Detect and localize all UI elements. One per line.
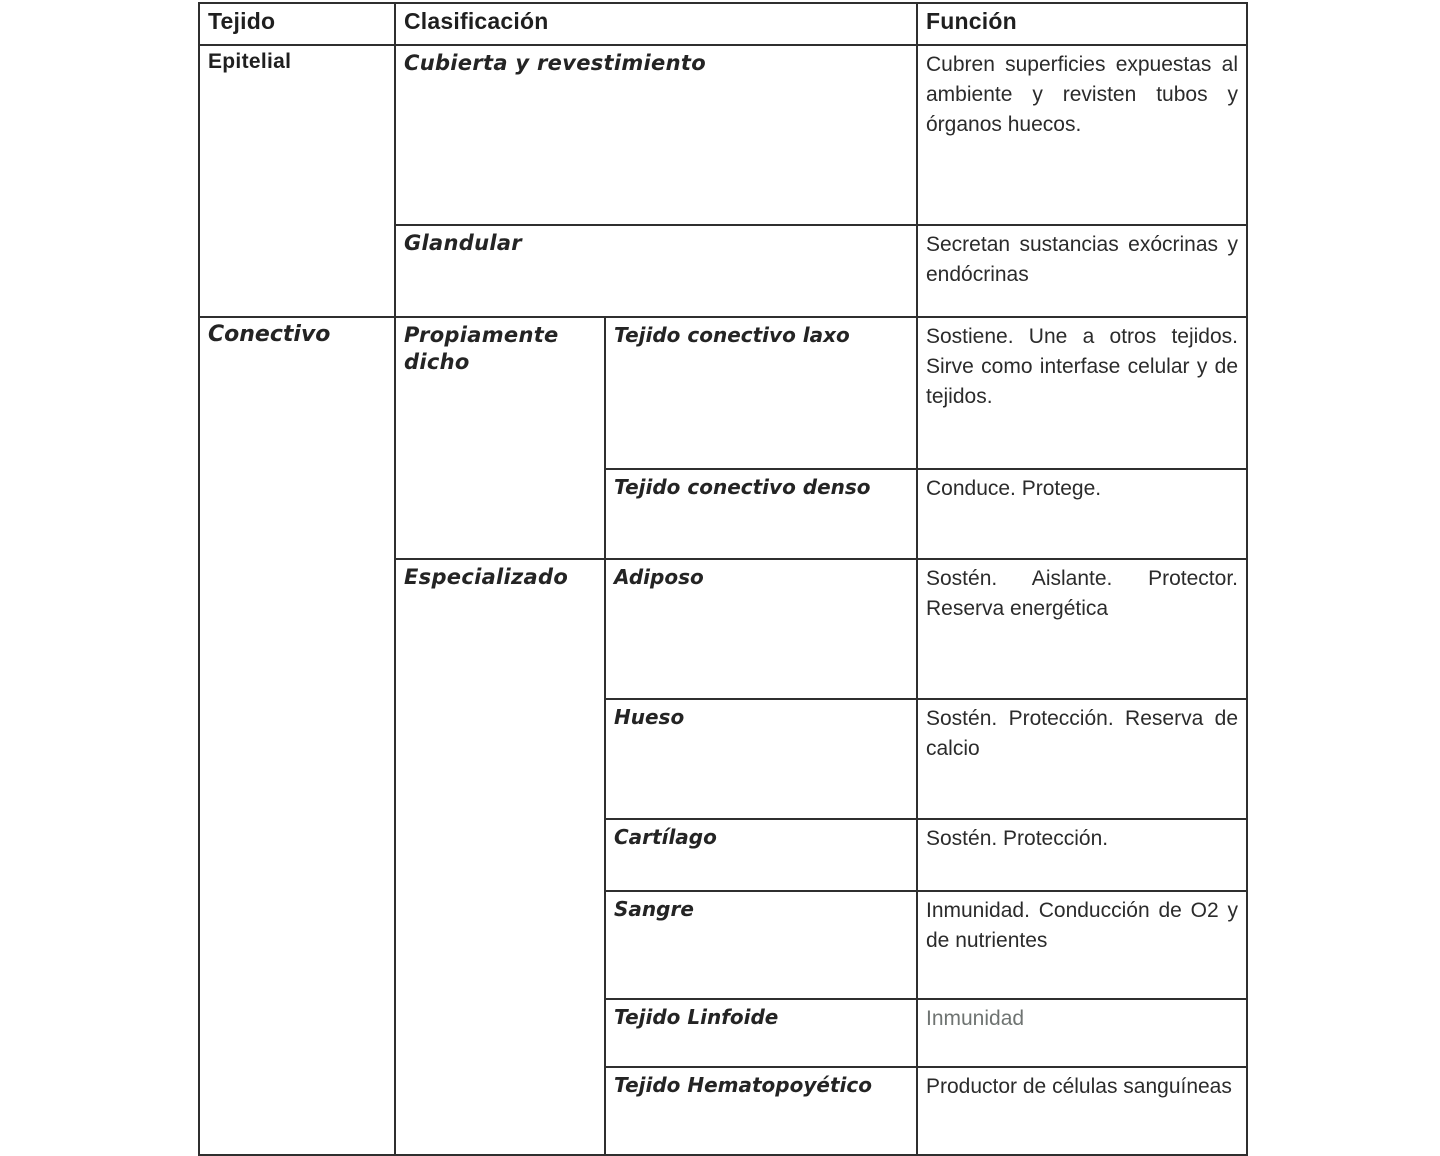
cell-subclassification-cartilago: Cartílago — [605, 819, 917, 891]
tissue-table — [198, 2, 1248, 1156]
cell-subclassification-conectivo-denso: Tejido conectivo denso — [605, 469, 917, 559]
cell-tissue-conectivo: Conectivo — [199, 317, 395, 1155]
cell-classification-propiamente-dicho: Propiamente dicho — [395, 317, 605, 559]
cell-tissue-epitelial: Epitelial — [199, 45, 395, 317]
header-cell-funcion: Función — [917, 3, 1247, 45]
cell-function-tejido-hematopoyetico: Productor de células sanguíneas — [917, 1067, 1247, 1155]
tissue-table-container — [198, 2, 1246, 1098]
cell-function-adiposo: Sostén. Aislante. Protector. Reserva energética — [917, 559, 1247, 699]
table-row — [199, 45, 1247, 225]
cell-subclassification-hueso: Hueso — [605, 699, 917, 819]
cell-classification-glandular: Glandular — [395, 225, 917, 317]
table-header-row — [199, 3, 1247, 45]
cell-function-tejido-linfoide: Inmunidad — [917, 999, 1247, 1067]
cell-classification-cubierta: Cubierta y revestimiento — [395, 45, 917, 225]
cell-function-cartilago: Sostén. Protección. — [917, 819, 1247, 891]
cell-subclassification-adiposo: Adiposo — [605, 559, 917, 699]
cell-classification-especializado: Especializado — [395, 559, 605, 1155]
cell-subclassification-tejido-linfoide: Tejido Linfoide — [605, 999, 917, 1067]
cell-function-conectivo-denso: Conduce. Protege. — [917, 469, 1247, 559]
cell-subclassification-sangre: Sangre — [605, 891, 917, 999]
cell-function-glandular: Secretan sustancias exócrinas y endócrinas — [917, 225, 1247, 317]
header-cell-tejido: Tejido — [199, 3, 395, 45]
cell-subclassification-conectivo-laxo: Tejido conectivo laxo — [605, 317, 917, 469]
cell-function-sangre: Inmunidad. Conducción de O2 y de nutrientes — [917, 891, 1247, 999]
cell-function-cubierta: Cubren superficies expuestas al ambiente y revisten tubos y órganos huecos. — [917, 45, 1247, 225]
cell-function-hueso: Sostén. Protección. Reserva de calcio — [917, 699, 1247, 819]
cell-subclassification-tejido-hematopoyetico: Tejido Hematopoyético — [605, 1067, 917, 1155]
cell-function-conectivo-laxo: Sostiene. Une a otros tejidos. Sirve como interfase celular y de tejidos. — [917, 317, 1247, 469]
header-cell-clasificacion: Clasificación — [395, 3, 917, 45]
table-row — [199, 317, 1247, 469]
